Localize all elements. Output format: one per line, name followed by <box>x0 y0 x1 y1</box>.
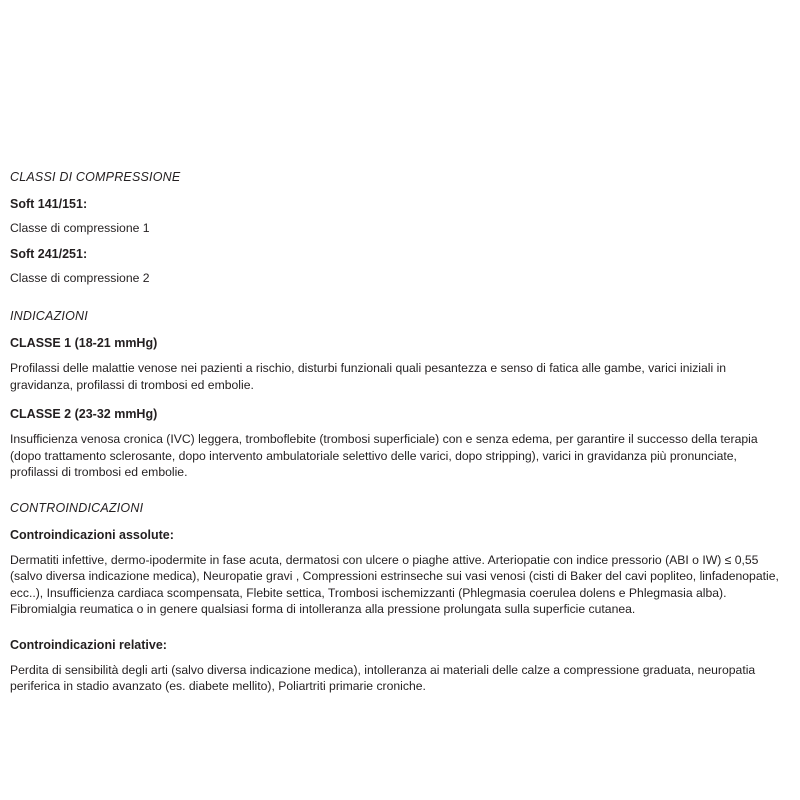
item-text-controindicazioni-relative: Perdita di sensibilità degli arti (salvo diversa indicazione medica), intolleranza ai materiali delle calze a compressione graduata, neuropatia periferica in stadio avanzato (es. diabete mellito), Poliartriti primarie croniche. <box>10 662 756 693</box>
item-text-classe-1: Profilassi delle malattie venose nei pazienti a rischio, disturbi funzionali quali pesantezza e senso di fatica alle gambe, varici iniziali in gravidanza, profilassi di trombosi ed embolie. <box>10 361 727 392</box>
section-classi-di-compressione <box>10 170 788 285</box>
item-label-controindicazioni-assolute: Controindicazioni assolute: <box>10 527 174 542</box>
item-label-soft-241-251: Soft 241/251: <box>10 246 88 261</box>
item-text-soft-141-151: Classe di compressione 1 <box>10 221 150 235</box>
item-label-classe-1: CLASSE 1 (18-21 mmHg) <box>10 336 158 351</box>
section-heading: CLASSI DI COMPRESSIONE <box>10 170 181 184</box>
item-label-soft-141-151: Soft 141/151: <box>10 197 88 211</box>
section-controindicazioni <box>10 501 788 695</box>
item-label-controindicazioni-relative: Controindicazioni relative: <box>10 637 167 652</box>
section-heading: INDICAZIONI <box>10 309 88 324</box>
item-label-classe-2: CLASSE 2 (23-32 mmHg) <box>10 407 158 422</box>
item-text-classe-2: Insufficienza venosa cronica (IVC) leggera, tromboflebite (trombosi superficiale) con e senza edema, per garantire il successo della terapia (dopo trattamento sclerosante, dopo intervento ambulatoriale selettivo delle varici, dopo stripping), varici in gravidanza più pronunciate, profilassi di trombosi ed embolie. <box>10 432 758 480</box>
spacer <box>10 296 788 309</box>
item-text-soft-241-251: Classe di compressione 2 <box>10 270 150 285</box>
section-heading: CONTROINDICAZIONI <box>10 500 144 515</box>
section-indicazioni <box>10 309 788 480</box>
item-text-controindicazioni-assolute: Dermatiti infettive, dermo-ipodermite in fase acuta, dermatosi con ulcere o piaghe attive. Arteriopatie con indice pressorio (ABI o IW) ≤ 0,55 (salvo diversa indicazione medica), Neuropatie gravi , Compressioni estrinseche sui vasi venosi (cisti di Baker del cavi popliteo, linfadenopatie, ecc..), Insufficienza cardiaca scompensata, Flebite settica, Trombosi ischemizzanti (Phlegmasia coerulea dolens e Phlegmasia alba). Fibromialgia reumatica o in genere qualsiasi forma di intolleranza alla pressione prolungata sulla superficie cutanea. <box>10 552 779 617</box>
